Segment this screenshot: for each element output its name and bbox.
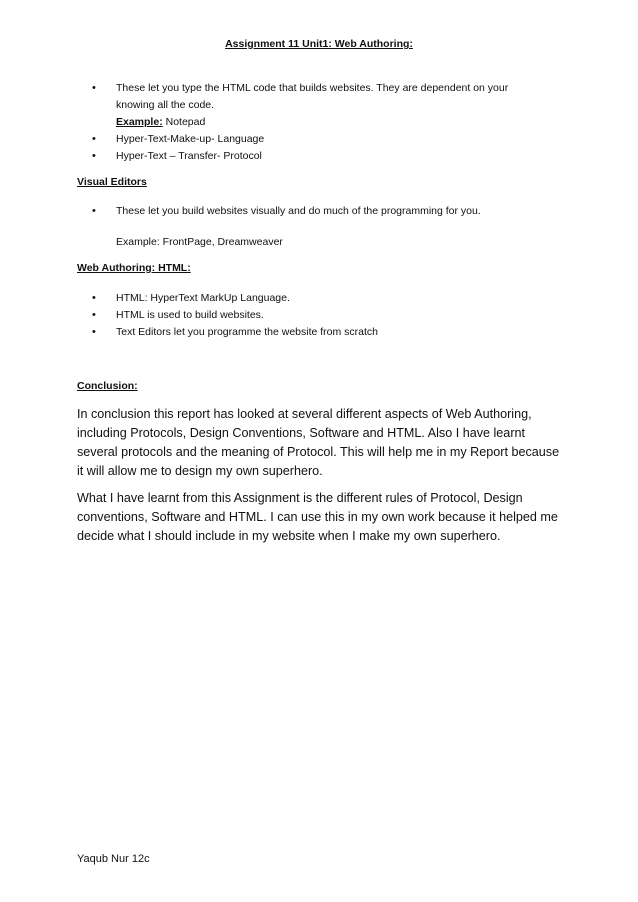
bullet-icon: • [92,292,96,304]
list-item-text: Text Editors let you programme the website from scratch [116,326,379,338]
list-item [92,290,552,307]
bullet-icon: • [92,82,96,94]
visual-editors-example: Example: FrontPage, Dreamweaver [116,236,283,248]
page-footer: Yaqub Nur 12c [77,853,150,865]
bullet-icon: • [92,326,96,338]
conclusion-paragraph: What I have learnt from this Assignment is the different rules of Protocol, Design conventions, Software and HTML. I can use this in my own work because it helped me decide what I should include in my website when I make my own superhero. [77,491,558,543]
list-item-text: Hyper-Text-Make-up- Language [116,133,265,145]
web-authoring-html-list [92,290,552,341]
list-item [92,307,552,324]
list-item-text: These let you build websites visually and do much of the programming for you. [116,205,481,217]
conclusion-paragraph: In conclusion this report has looked at several different aspects of Web Authoring, including Protocols, Design Conventions, Software and HTML. Also I have learnt several protocols and the meaning of Protocol. This will help me in my Report because it will allow me to design my own superhero. [77,407,560,478]
list-item-text-cont: knowing all the code. [116,99,215,111]
list-item [92,80,552,131]
list-item-text: These let you type the HTML code that builds websites. They are dependent on your [116,82,509,94]
list-item-text: HTML is used to build websites. [116,309,264,321]
bullet-icon: • [92,133,96,145]
list-item [92,131,552,148]
example-line [116,114,552,131]
list-item [92,148,552,165]
document-title: Assignment 11 Unit1: Web Authoring: [225,38,413,50]
list-item-text: Hyper-Text – Transfer- Protocol [116,150,262,162]
visual-editors-heading: Visual Editors [77,176,147,188]
list-item [92,324,552,341]
bullet-icon: • [92,150,96,162]
example-label: Example: [116,116,163,128]
bullet-icon: • [92,205,96,217]
list-item [92,203,552,220]
web-authoring-html-heading: Web Authoring: HTML: [77,262,191,274]
text-editors-list [92,80,552,165]
bullet-icon: • [92,309,96,321]
list-item-text: HTML: HyperText MarkUp Language. [116,292,290,304]
example-value: Notepad [162,116,206,128]
conclusion-heading: Conclusion: [77,380,138,392]
visual-editors-list [92,203,552,220]
